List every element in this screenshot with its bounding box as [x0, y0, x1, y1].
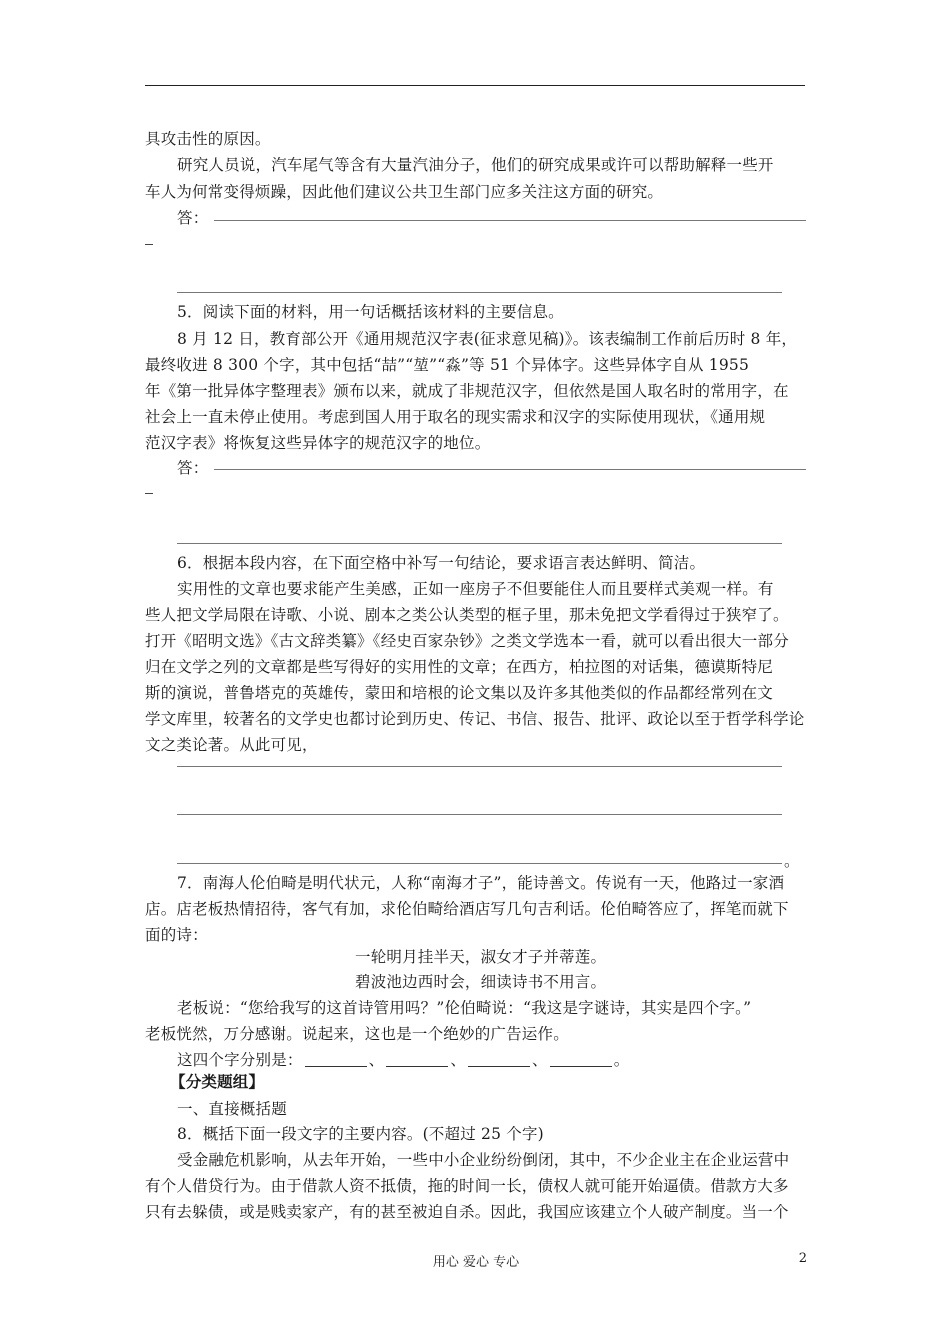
answer-label: 答： — [177, 459, 209, 477]
blank-1[interactable] — [305, 1052, 367, 1067]
group-heading: 【分类题组】 — [170, 1072, 265, 1091]
page-number: 2 — [798, 1251, 807, 1266]
question-5-title: 5．阅读下面的材料，用一句话概括该材料的主要信息。 — [177, 303, 564, 321]
paragraph-line: 最终收进 8 300 个字，其中包括“喆”“堃”“淼”等 51 个异体字。这些异体字自从 1955 — [145, 356, 750, 374]
answer-line[interactable] — [177, 766, 782, 767]
header-rule — [145, 85, 805, 86]
paragraph-line: 8 月 12 日，教育部公开《通用规范汉字表(征求意见稿)》。该表编制工作前后历时 8 年， — [177, 330, 798, 348]
separator: 、 — [368, 1051, 385, 1069]
answer-line-dash — [145, 244, 153, 245]
paragraph-line: 斯的演说，普鲁塔克的英雄传，蒙田和培根的论文集以及许多其他类似的作品都经常列在文 — [145, 684, 774, 702]
paragraph-line: 店。店老板热情招待，客气有加，求伦伯畸给酒店写几句吉利话。伦伯畸答应了，挥笔而就下 — [145, 900, 789, 918]
fill-blanks-row — [177, 1049, 807, 1071]
separator: 、 — [450, 1051, 467, 1069]
paragraph-line: 社会上一直未停止使用。考虑到国人用于取名的现实需求和汉字的实际使用现状，《通用规 — [145, 408, 766, 426]
answer-line[interactable] — [177, 543, 782, 544]
answer-label: 答： — [177, 209, 209, 227]
paragraph-line: 归在文学之列的文章都是些写得好的实用性的文章；在西方，柏拉图的对话集，德谟斯特尼 — [145, 658, 774, 676]
question-6-title: 6．根据本段内容，在下面空格中补写一句结论，要求语言表达鲜明、简洁。 — [177, 554, 706, 572]
blank-3[interactable] — [468, 1052, 530, 1067]
paragraph-line: 些人把文学局限在诗歌、小说、剧本之类公认类型的框子里，那未免把文学看得过于狭窄了。 — [145, 606, 789, 624]
paragraph-line: 受金融危机影响，从去年开始，一些中小企业纷纷倒闭，其中，不少企业主在企业运营中 — [177, 1151, 790, 1169]
paragraph-line: 文之类论著。从此可见， — [145, 736, 318, 754]
answer-line[interactable] — [177, 814, 782, 815]
question-7-title: 7．南海人伦伯畸是明代状元，人称“南海才子”，能诗善文。传说有一天，他路过一家酒 — [177, 874, 785, 892]
paragraph-line: 面的诗： — [145, 926, 208, 944]
end-period: 。 — [784, 852, 800, 870]
paragraph-line: 有个人借贷行为。由于借款人资不抵债，拖的时间一长，债权人就可能开始逼债。借款方大多 — [145, 1177, 789, 1195]
paragraph-line: 打开《昭明文选》《古文辞类纂》《经史百家杂钞》之类文学选本一看，就可以看出很大一部分 — [145, 632, 789, 650]
paragraph-line: 实用性的文章也要求能产生美感，正如一座房子不但要能住人而且要样式美观一样。有 — [177, 580, 774, 598]
answer-line[interactable] — [177, 863, 782, 864]
answer-line-dash — [145, 493, 153, 494]
paragraph-line: 具攻击性的原因。 — [145, 130, 271, 148]
paragraph-line: 只有去躲债，或是贱卖家产，有的甚至被迫自杀。因此，我国应该建立个人破产制度。当一个 — [145, 1203, 789, 1221]
paragraph-line: 研究人员说，汽车尾气等含有大量汽油分子，他们的研究成果或许可以帮助解释一些开 — [177, 156, 774, 174]
answer-line[interactable] — [214, 220, 806, 221]
end-period: 。 — [613, 1051, 630, 1069]
answer-line[interactable] — [177, 292, 782, 293]
fill-blanks-label: 这四个字分别是： — [177, 1051, 303, 1069]
paragraph-line: 老板说：“您给我写的这首诗管用吗？”伦伯畸说：“我这是字谜诗，其实是四个字。” — [177, 999, 752, 1017]
poem-line: 一轮明月挂半天，淑女才子并蒂莲。 — [355, 948, 607, 966]
question-8-title: 8．概括下面一段文字的主要内容。(不超过 25 个字) — [177, 1125, 544, 1143]
paragraph-line: 车人为何常变得烦躁，因此他们建议公共卫生部门应多关注这方面的研究。 — [145, 183, 664, 201]
paragraph-line: 老板恍然，万分感谢。说起来，这也是一个绝妙的广告运作。 — [145, 1025, 569, 1043]
paragraph-line: 学文库里，较著名的文学史也都讨论到历史、传记、书信、报告、批评、政论以至于哲学科学论 — [145, 710, 805, 728]
paragraph-line: 范汉字表》将恢复这些异体字的规范汉字的地位。 — [145, 434, 491, 452]
footer-motto: 用心 爱心 专心 — [432, 1255, 520, 1270]
poem-line: 碧波池边西时会，细读诗书不用言。 — [355, 973, 607, 991]
blank-2[interactable] — [386, 1052, 448, 1067]
answer-line[interactable] — [214, 469, 806, 470]
paragraph-line: 年《第一批异体字整理表》颁布以来，就成了非规范汉字，但依然是国人取名时的常用字，在 — [145, 382, 789, 400]
blank-4[interactable] — [550, 1052, 612, 1067]
section-heading: 一、直接概括题 — [177, 1100, 287, 1118]
separator: 、 — [532, 1051, 548, 1069]
